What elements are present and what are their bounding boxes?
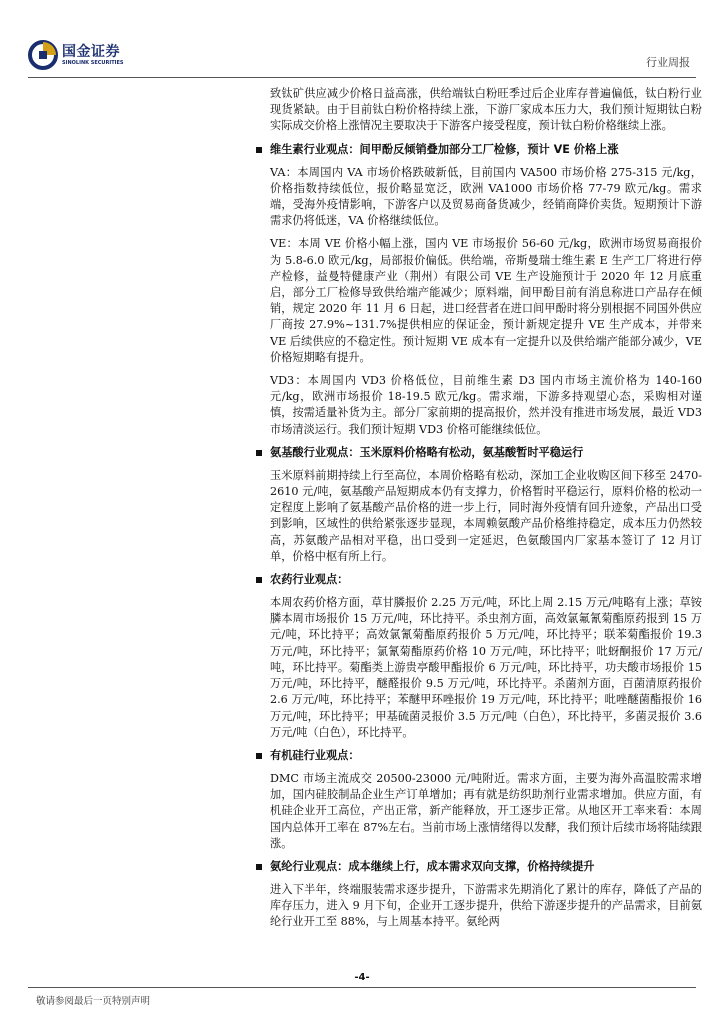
paragraph-vd3: VD3：本周国内 VD3 价格低位，目前维生素 D3 国内市场主流价格为 140-160 元/kg，欧洲市场报价 18-19.5 欧元/kg。需求端，下游多持观望心态，采购相对谨慎，按需适量补货为主。部分厂家前期的提高报价，然并没有推进市场发展，最近 VD3 市场清淡运行。我们预计短期 VD3 价格可能继续低位。 <box>270 374 702 436</box>
section-heading-pesticide <box>256 572 702 588</box>
paragraph-pesticide: 本周农药价格方面，草甘膦报价 2.25 万元/吨，环比上周 2.15 万元/吨略有上涨；草铵膦本周市场报价 15 万元/吨，环比持平。杀虫剂方面，高效氯氟氰菊酯原药报到 15 万元/吨，环比持平；高效氯氰菊酯原药报价 5 万元/吨，环比持平；联苯菊酯报价 19.3 万元/吨，环比持平；氯氰菊酯原药价格 10 万元/吨，环比持平；吡蚜酮报价 17 万元/吨，环比持平。菊酯类上游贵亭酸甲酯报价 6 万元/吨，环比持平，功夫酸市场报价 15 万元/吨，环比持平，醚醛报价 9.5 万元/吨，环比持平。杀菌剂方面，百菌清原药报价 2.6 万元/吨，环比持平；苯醚甲环唑报价 19 万元/吨，环比持平；吡唑醚菌酯报价 16 万元/吨，环比持平；甲基硫菌灵报价 3.5 万元/吨（白色），环比持平，多菌灵报价 3.6 万元/吨（白色），环比持平。 <box>270 596 702 739</box>
logo-chinese-name: 国金证券 <box>62 43 120 60</box>
paragraph-spandex: 进入下半年，终端服装需求逐步提升，下游需求先期消化了累计的库存，降低了产品的库存压力，进入 9 月下旬，企业开工逐步提升，供给下游逐步提升的产品需求，目前氨纶行业开工至 88%，与上周基本持平。氨纶两 <box>270 882 702 929</box>
section-heading-silicone <box>256 748 702 764</box>
bullet-icon <box>256 577 262 583</box>
paragraph-va: VA：本周国内 VA 市场价格跌破新低，目前国内 VA500 市场价格 275-315 元/kg，价格指数持续低位，报价略显宽泛，欧洲 VA1000 市场价格 77-79 欧元/kg。需求端，受海外疫情影响，下游客户以及贸易商备货减少，经销商降价卖货。短期预计下游需求仍将低迷，VA 价格继续低位。 <box>270 165 702 228</box>
paragraph-titanium-dioxide: 致钛矿供应减少价格日益高涨，供给端钛白粉旺季过后企业库存普遍偏低，钛白粉行业现货紧缺。由于目前钛白粉价格持续上涨，下游厂家成本压力大，我们预计短期钛白粉实际成交价格上涨情况主要取决于下游客户接受程度，预计钛白粉价格继续上涨。 <box>270 87 702 133</box>
section-title: 农药行业观点： <box>270 573 349 587</box>
section-title: 氨纶行业观点：成本继续上行，成本需求双向支撑，价格持续提升 <box>270 859 595 873</box>
paragraph-amino-acid: 玉米原料前期持续上行至高位，本周价格略有松动，深加工企业收购区间下移至 2470-2610 元/吨，氨基酸产品短期成本仍有支撑力，价格暂时平稳运行，原料价格的松动一定程度上影响了氨基酸产品价格的进一步上行，同时海外疫情有回升迹象，产品出口受到影响，区域性的供给紧张逐步显现，本周赖氨酸产品价格维持稳定，成本压力仍然较高，苏氨酸产品相对平稳，出口受到一定延迟，色氨酸国内厂家基本签订了 12 月订单，价格中枢有所上行。 <box>270 468 702 563</box>
section-heading-spandex <box>256 859 702 875</box>
footer-divider <box>28 987 696 988</box>
section-title: 有机硅行业观点： <box>270 748 360 762</box>
paragraph-silicone: DMC 市场主流成交 20500-23000 元/吨附近。需求方面，主要为海外高温胶需求增加，国内硅胶制品企业生产订单增加；再有就是纺织助剂行业需求增加。供应方面，有机硅企业开工高位，产出正常，新产能释放，开工逐步正常。从地区开工率来看：本周国内总体开工率在 87%左右。当前市场上涨情绪得以发酵，我们预计后续市场将陆续跟涨。 <box>270 771 702 850</box>
section-title: 氨基酸行业观点：玉米原料价格略有松动，氨基酸暂时平稳运行 <box>270 445 584 459</box>
page-header <box>28 36 696 78</box>
page-number: -4- <box>354 972 370 983</box>
document-type: 行业周报 <box>646 56 690 69</box>
bullet-icon <box>256 864 262 870</box>
footer-disclaimer: 敬请参阅最后一页特别声明 <box>36 996 151 1007</box>
bullet-icon <box>256 753 262 759</box>
paragraph-ve: VE：本周 VE 价格小幅上涨，国内 VE 市场报价 56-60 元/kg，欧洲市场贸易商报价为 5.8-6.0 欧元/kg，局部报价偏低。供给端，帝斯曼瑞士维生素 E 生产工厂将进行停产检修，益曼特健康产业（荆州）有限公司 VE 生产设施预计于 2020 年 12 月底重启，部分工厂检修导致供给端产能减少；原料端，间甲酚目前有消息称进口产品存在倾销，规定 2020 年 11 月 6 日起，进口经营者在进口间甲酚时将分别根据不同国外供应厂商按 27.9%~131.7%提供相应的保证金，预计新规定提升 VE 生产成本，并带来 VE 后续供应的不稳定性。预计短期 VE 成本有一定提升以及供给端产能部分减少，VE 价格短期略有提升。 <box>270 237 702 364</box>
sinolink-logo-icon <box>28 40 58 70</box>
section-heading-amino-acid <box>256 445 702 461</box>
logo-english-name: SINOLINK SECURITIES <box>62 59 124 66</box>
bullet-icon <box>256 147 262 153</box>
company-logo <box>28 40 124 70</box>
main-content <box>256 86 702 938</box>
section-heading-vitamin <box>256 142 702 158</box>
section-title: 维生素行业观点：间甲酚反倾销叠加部分工厂检修，预计 VE 价格上涨 <box>270 142 619 156</box>
bullet-icon <box>256 450 262 456</box>
header-divider <box>28 77 696 78</box>
